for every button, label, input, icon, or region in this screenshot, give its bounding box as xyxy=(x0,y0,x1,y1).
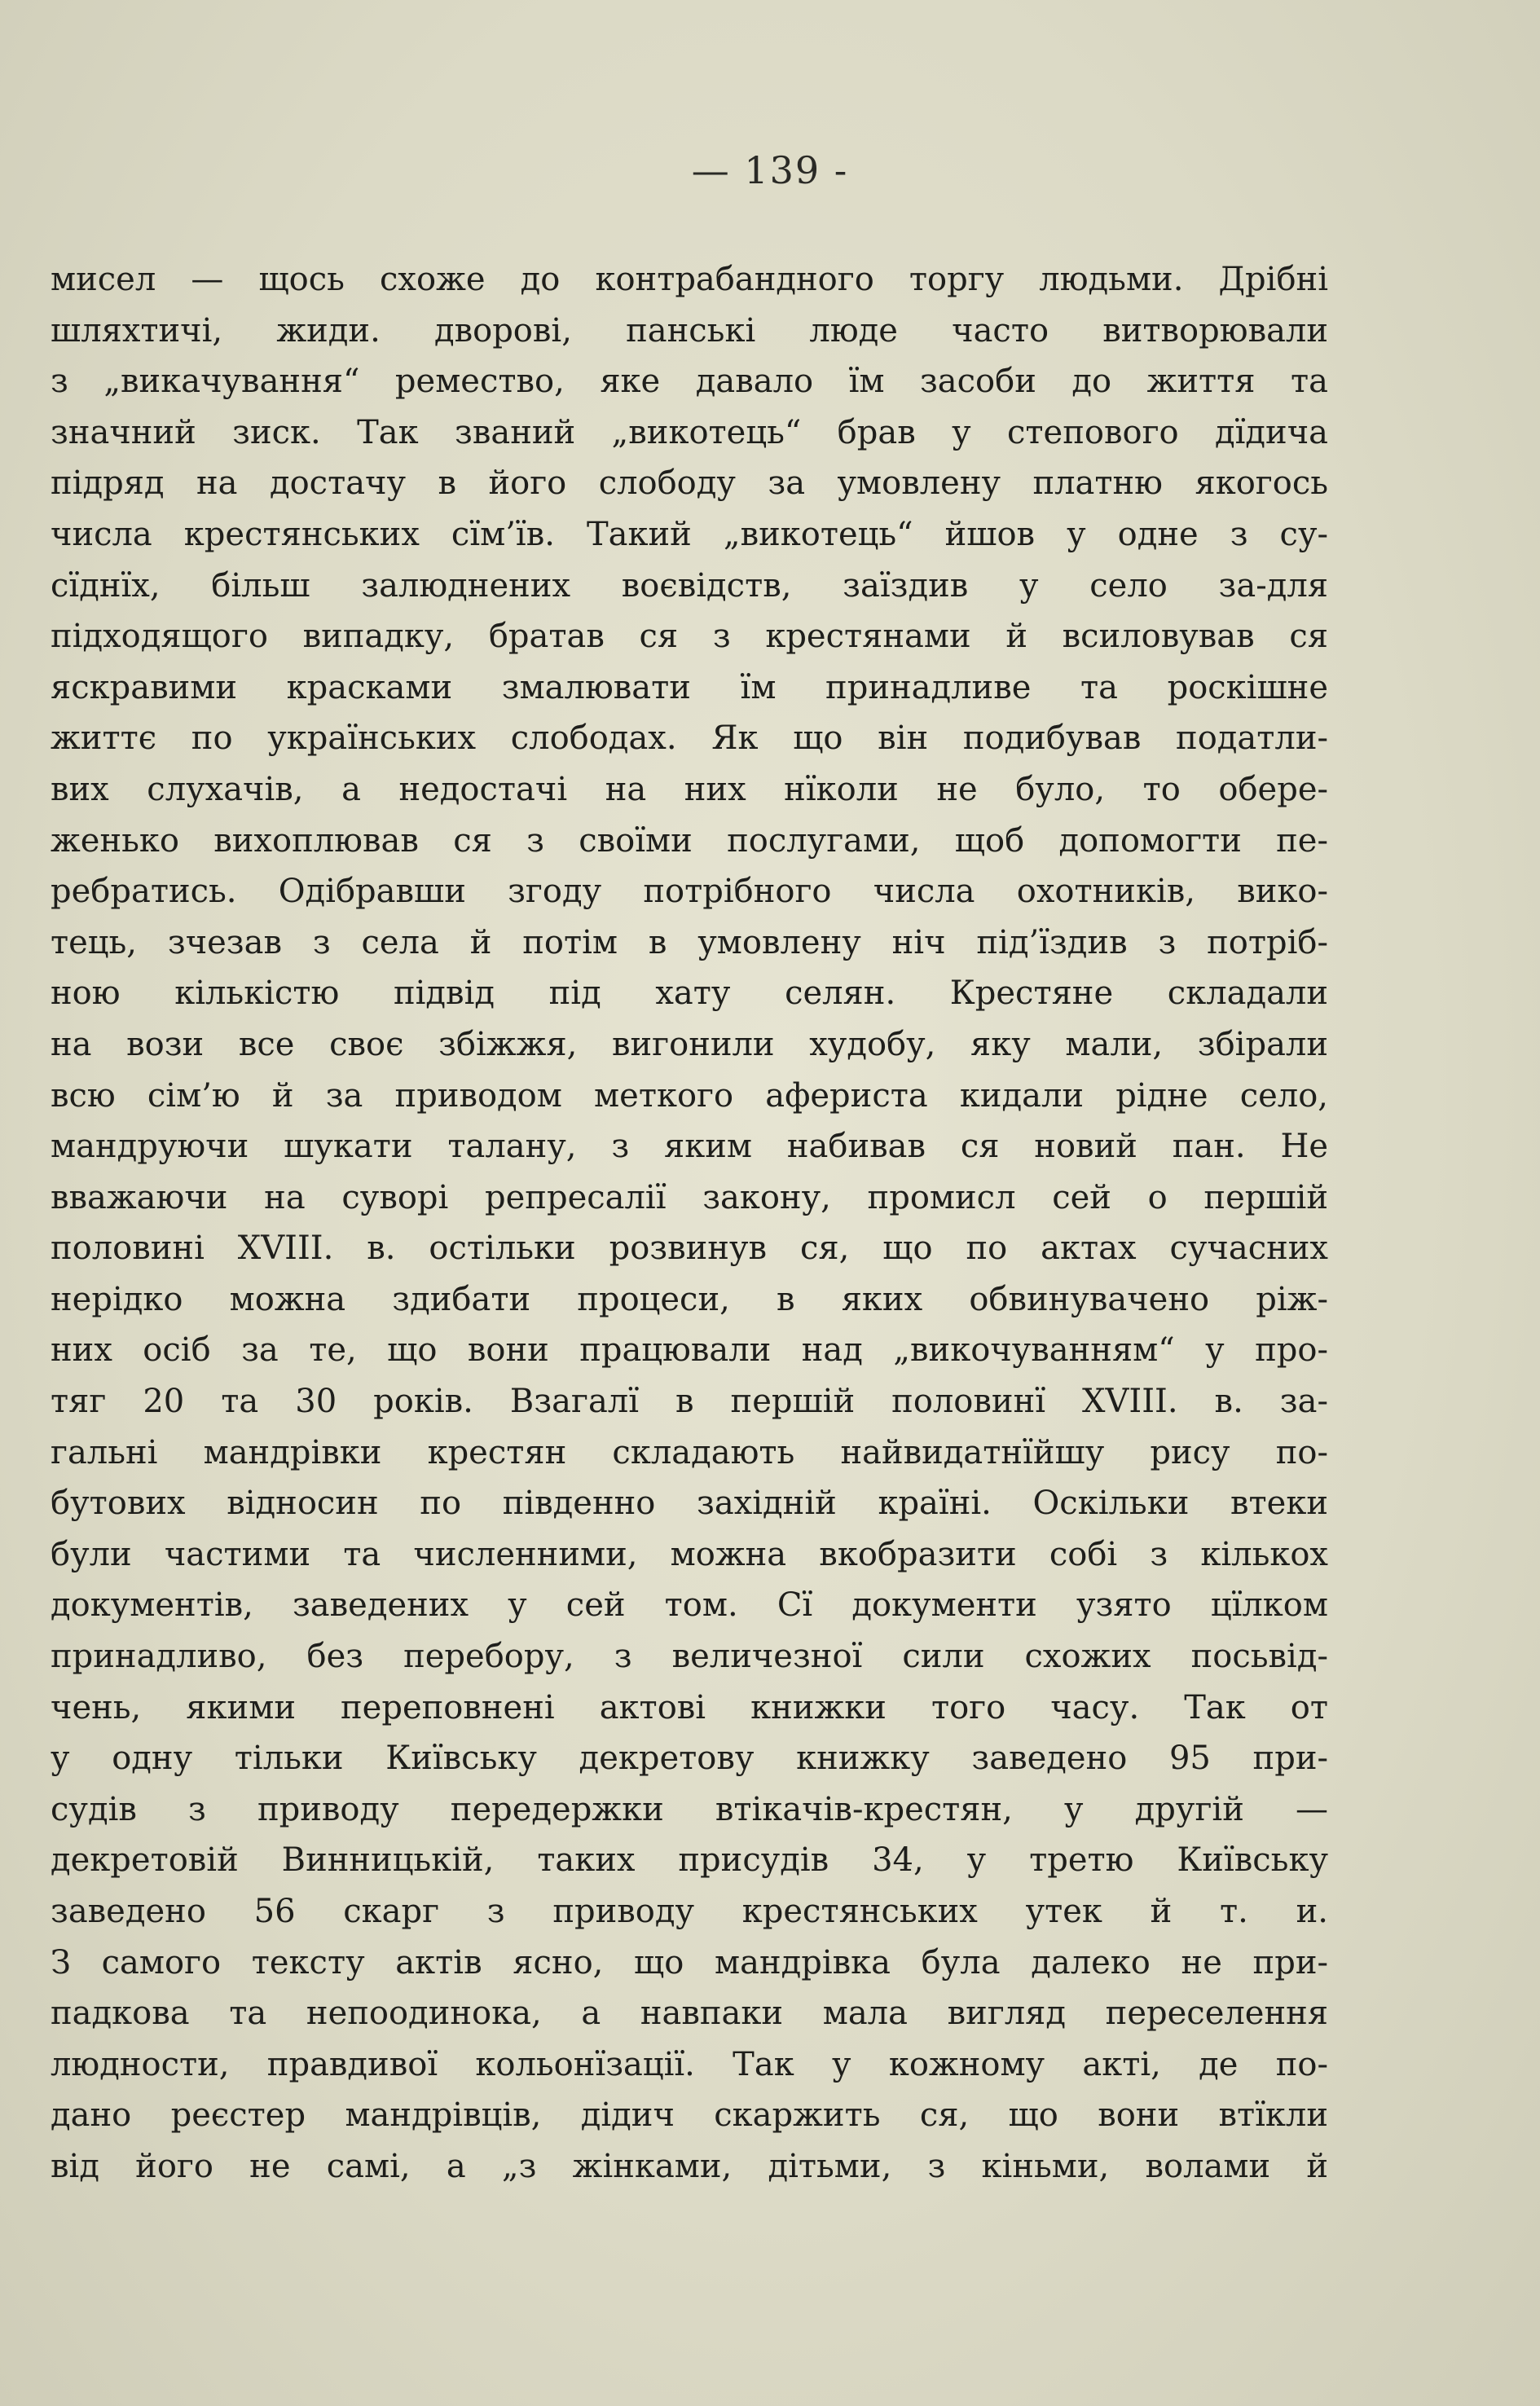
text-line: ребратись. Одібравши згоду потрібного числа охотників, вико- xyxy=(51,873,1328,911)
text-line: з „викачування“ ремество, яке давало їм засоби до життя та xyxy=(51,363,1328,401)
text-line: життє по українських слободах. Як що він подибував податли- xyxy=(51,719,1328,758)
body-text xyxy=(51,254,1328,2193)
text-line: від його не самі, а „з жінками, дітьми, з кіньми, волами й xyxy=(51,2147,1328,2185)
text-line: шляхтичі, жиди. дворові, панські люде часто витворювали xyxy=(51,311,1328,350)
text-line: чень, якими переповнені актові книжки того часу. Так от xyxy=(51,1688,1328,1726)
text-line: документів, заведених у сей том. Сї документи узято цїлком xyxy=(51,1586,1328,1625)
text-line: вважаючи на суворі репресалії закону, промисл сей о першій xyxy=(51,1178,1328,1216)
text-line: заведено 56 скарг з приводу крестянських утек й т. и. xyxy=(51,1893,1328,1930)
text-line: принадливо, без перебору, з величезної сили схожих посьвід- xyxy=(51,1638,1328,1676)
text-line: були частими та численними, можна вкобразити собі з кількох xyxy=(51,1535,1328,1573)
text-line: числа крестянських сїм’їв. Такий „викотець“ йшов у одне з су- xyxy=(51,515,1328,553)
text-line: судів з приводу передержки втікачів-крестян, у другій — xyxy=(51,1790,1328,1828)
text-line: дано реєстер мандрівців, дідич скаржить ся, що вони втїкли xyxy=(51,2096,1328,2135)
text-line: підходящого випадку, братав ся з крестянами й всиловував ся xyxy=(51,618,1328,656)
text-line: ною кількістю підвід під хату селян. Крестяне складали xyxy=(51,974,1328,1013)
text-line: тець, зчезав з села й потім в умовлену ніч під’їздив з потріб- xyxy=(51,923,1328,961)
text-line: вих слухачів, а недостачі на них нїколи не було, то обере- xyxy=(51,770,1328,808)
page-number: — 139 - xyxy=(691,148,849,192)
text-line: бутових відносин по південно західній країні. Оскільки втеки xyxy=(51,1485,1328,1523)
text-line: женько вихоплював ся з своїми послугами, щоб допомогти пе- xyxy=(51,821,1328,860)
text-line: на вози все своє збіжжя, вигонили худобу, яку мали, збірали xyxy=(51,1025,1328,1063)
text-line: підряд на достачу в його слободу за умовлену платню якогось xyxy=(51,464,1328,503)
text-line: падкова та непоодинока, а навпаки мала вигляд переселення xyxy=(51,1995,1328,2033)
text-line: них осіб за те, що вони працювали над „викочуванням“ у про- xyxy=(51,1331,1328,1370)
text-line: сїднїх, більш залюднених воєвідств, заїздив у село за-для xyxy=(51,566,1328,605)
text-line: людности, правдивої кольонїзації. Так у кожному акті, де по- xyxy=(51,2045,1328,2083)
text-line: всю сім’ю й за приводом меткого афериста кидали рідне село, xyxy=(51,1076,1328,1115)
text-line: яскравими красками змалювати їм принадливе та роскішне xyxy=(51,668,1328,706)
text-line: З самого тексту актів ясно, що мандрівка була далеко не при- xyxy=(51,1943,1328,1982)
text-line: декретовій Винницькій, таких присудів 34, у третю Київську xyxy=(51,1841,1328,1880)
text-line: мисел — щось схоже до контрабандного торгу людьми. Дрібні xyxy=(51,261,1328,298)
text-line: нерідко можна здибати процеси, в яких обвинувачено ріж- xyxy=(51,1280,1328,1318)
text-line: половині XVIII. в. остільки розвинув ся, що по актах сучасних xyxy=(51,1229,1328,1268)
text-line: тяг 20 та 30 років. Взагалї в першій половинї XVIII. в. за- xyxy=(51,1383,1328,1421)
text-line: значний зиск. Так званий „викотець“ брав у степового дїдича xyxy=(51,413,1328,451)
text-line: у одну тільки Київську декретову книжку заведено 95 при- xyxy=(51,1740,1328,1778)
text-line: мандруючи шукати талану, з яким набивав ся новий пан. Не xyxy=(51,1128,1328,1166)
text-line: гальні мандрівки крестян складають найвидатнїйшу рису по- xyxy=(51,1433,1328,1471)
